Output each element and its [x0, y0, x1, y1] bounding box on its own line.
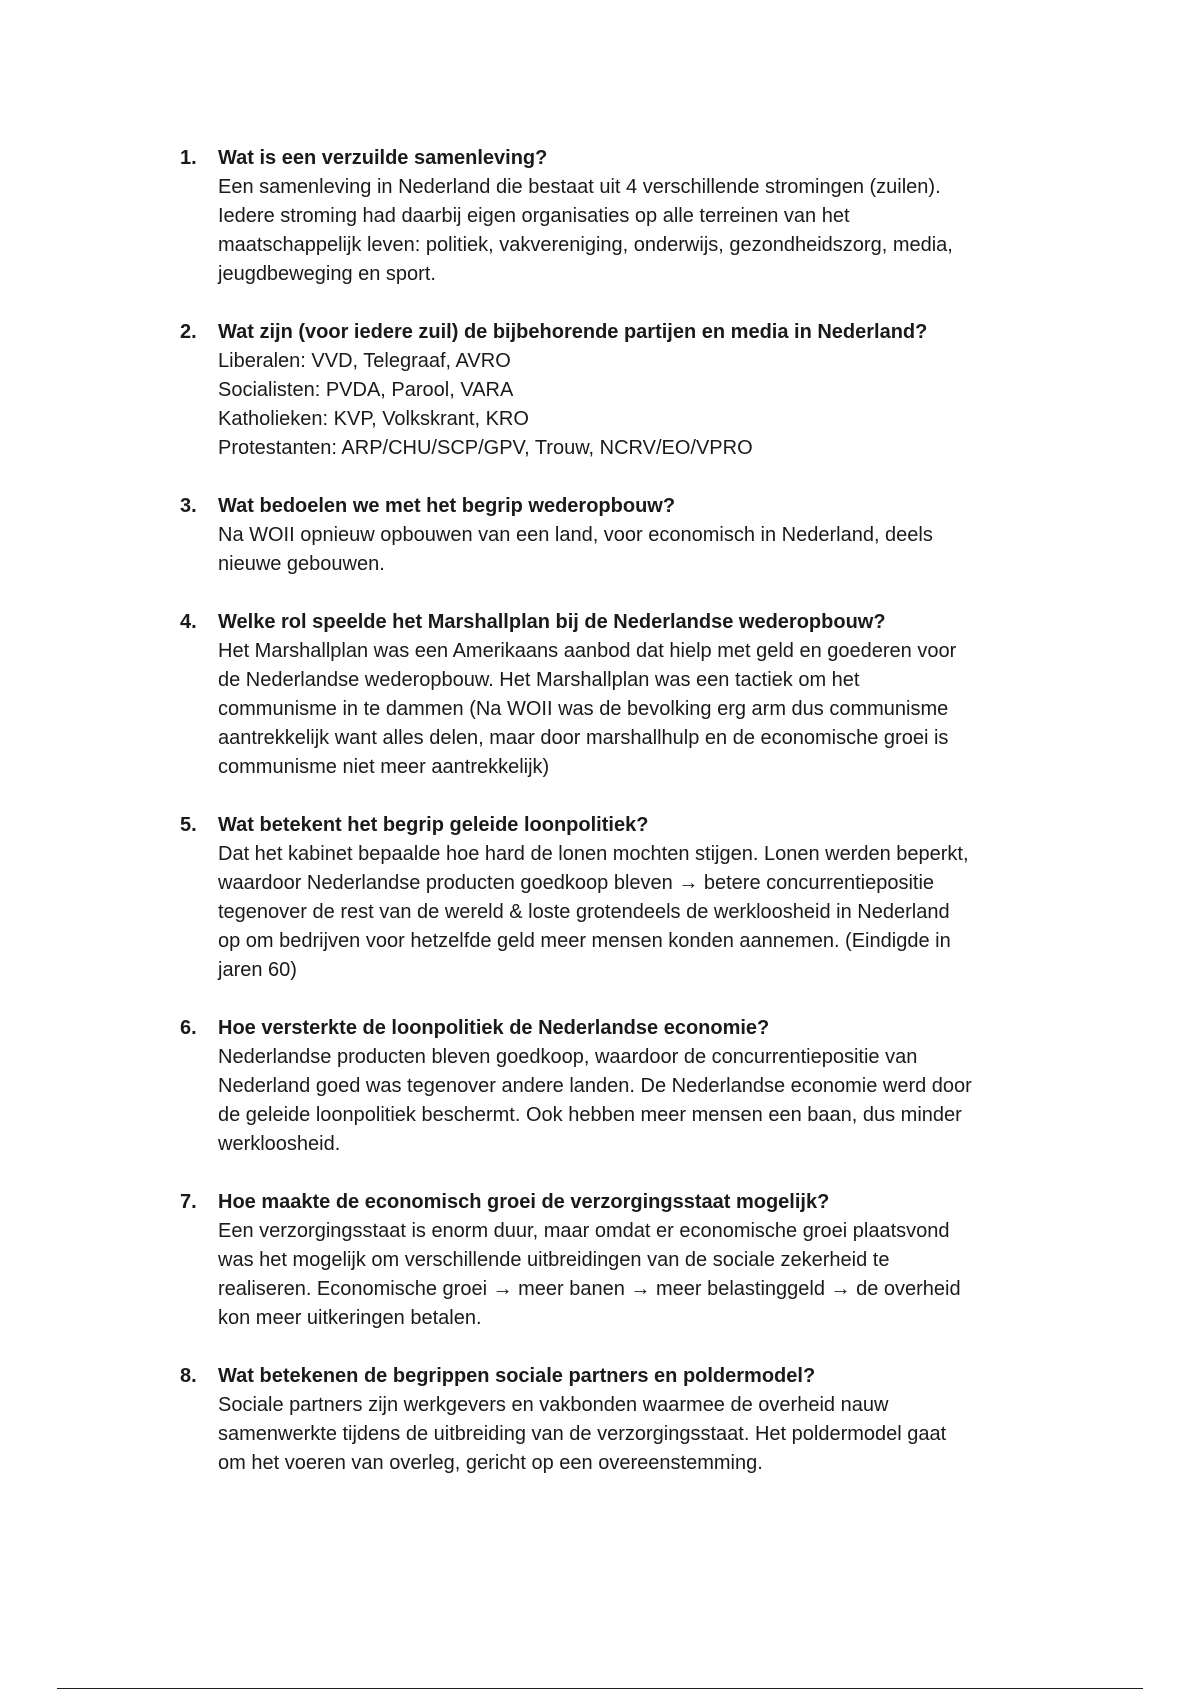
answer-line: op om bedrijven voor hetzelfde geld meer mensen konden aannemen. (Eindigde in	[218, 930, 951, 952]
question-item-6	[180, 1014, 1080, 1159]
answer-text	[218, 521, 1080, 579]
answer-line: tegenover de rest van de wereld & loste grotendeels de werkloosheid in Nederland	[218, 901, 950, 923]
answer-line: communisme in te dammen (Na WOII was de bevolking erg arm dus communisme	[218, 698, 949, 720]
answer-line: jaren 60)	[218, 959, 297, 981]
answer-line: communisme niet meer aantrekkelijk)	[218, 756, 550, 778]
answer-line: de Nederlandse wederopbouw. Het Marshallplan was een tactiek om het	[218, 669, 860, 691]
answer-line: Nederland goed was tegenover andere landen. De Nederlandse economie werd door	[218, 1075, 972, 1097]
answer-line: kon meer uitkeringen betalen.	[218, 1307, 482, 1329]
question-text: Welke rol speelde het Marshallplan bij de Nederlandse wederopbouw?	[218, 611, 886, 633]
answer-text	[218, 1217, 1080, 1333]
question-text: Hoe maakte de economisch groei de verzorgingsstaat mogelijk?	[218, 1191, 830, 1213]
answer-text	[218, 173, 1080, 289]
question-text: Wat zijn (voor iedere zuil) de bijbehorende partijen en media in Nederland?	[218, 321, 928, 343]
answer-line: Liberalen: VVD, Telegraaf, AVRO	[218, 350, 511, 372]
question-number: 3.	[180, 495, 197, 517]
question-item-2	[180, 318, 1080, 463]
answer-line: Nederlandse producten bleven goedkoop, waardoor de concurrentiepositie van	[218, 1046, 918, 1068]
answer-line: maatschappelijk leven: politiek, vakvereniging, onderwijs, gezondheidszorg, media,	[218, 234, 953, 256]
question-number: 2.	[180, 321, 197, 343]
answer-line: de geleide loonpolitiek beschermt. Ook hebben meer mensen een baan, dus minder	[218, 1104, 962, 1126]
answer-text	[218, 347, 1080, 463]
answer-line: Katholieken: KVP, Volkskrant, KRO	[218, 408, 529, 430]
question-text: Hoe versterkte de loonpolitiek de Nederlandse economie?	[218, 1017, 770, 1039]
answer-line: om het voeren van overleg, gericht op een overeenstemming.	[218, 1452, 763, 1474]
question-item-4	[180, 608, 1080, 782]
question-item-8	[180, 1362, 1080, 1478]
question-number: 6.	[180, 1017, 197, 1039]
answer-text	[218, 1391, 1080, 1478]
answer-line: jeugdbeweging en sport.	[218, 263, 436, 285]
answer-line: Na WOII opnieuw opbouwen van een land, voor economisch in Nederland, deels	[218, 524, 933, 546]
question-item-1	[180, 144, 1080, 289]
question-list	[180, 144, 1080, 1507]
answer-text	[218, 637, 1080, 782]
answer-line: nieuwe gebouwen.	[218, 553, 385, 575]
question-number: 1.	[180, 147, 197, 169]
answer-line: waardoor Nederlandse producten goedkoop bleven → betere concurrentiepositie	[218, 872, 935, 894]
question-item-5	[180, 811, 1080, 985]
question-number: 8.	[180, 1365, 197, 1387]
answer-text	[218, 1043, 1080, 1159]
question-number: 4.	[180, 611, 197, 633]
answer-line: Dat het kabinet bepaalde hoe hard de lonen mochten stijgen. Lonen werden beperkt,	[218, 843, 969, 865]
question-text: Wat betekent het begrip geleide loonpolitiek?	[218, 814, 649, 836]
answer-line: realiseren. Economische groei → meer banen → meer belastinggeld → de overheid	[218, 1278, 961, 1300]
question-item-3	[180, 492, 1080, 579]
answer-line: Socialisten: PVDA, Parool, VARA	[218, 379, 514, 401]
question-text: Wat is een verzuilde samenleving?	[218, 147, 548, 169]
question-text: Wat betekenen de begrippen sociale partners en poldermodel?	[218, 1365, 816, 1387]
answer-line: werkloosheid.	[218, 1133, 341, 1155]
answer-line: Een samenleving in Nederland die bestaat uit 4 verschillende stromingen (zuilen).	[218, 176, 941, 198]
answer-line: samenwerkte tijdens de uitbreiding van de verzorgingsstaat. Het poldermodel gaat	[218, 1423, 947, 1445]
page-bottom-divider	[57, 1688, 1143, 1689]
answer-text	[218, 840, 1080, 985]
answer-line: was het mogelijk om verschillende uitbreidingen van de sociale zekerheid te	[218, 1249, 890, 1271]
question-text: Wat bedoelen we met het begrip wederopbouw?	[218, 495, 676, 517]
answer-line: Het Marshallplan was een Amerikaans aanbod dat hielp met geld en goederen voor	[218, 640, 957, 662]
answer-line: aantrekkelijk want alles delen, maar door marshallhulp en de economische groei is	[218, 727, 949, 749]
answer-line: Een verzorgingsstaat is enorm duur, maar omdat er economische groei plaatsvond	[218, 1220, 950, 1242]
answer-line: Sociale partners zijn werkgevers en vakbonden waarmee de overheid nauw	[218, 1394, 889, 1416]
answer-line: Protestanten: ARP/CHU/SCP/GPV, Trouw, NCRV/EO/VPRO	[218, 437, 753, 459]
question-number: 7.	[180, 1191, 197, 1213]
question-number: 5.	[180, 814, 197, 836]
question-item-7	[180, 1188, 1080, 1333]
answer-line: Iedere stroming had daarbij eigen organisaties op alle terreinen van het	[218, 205, 850, 227]
